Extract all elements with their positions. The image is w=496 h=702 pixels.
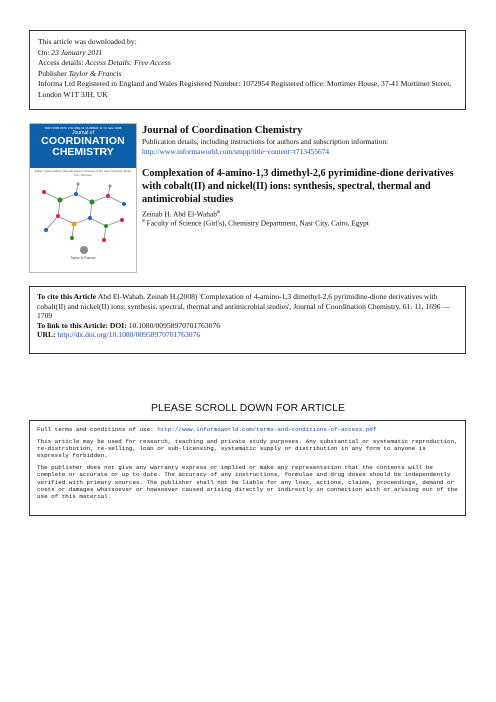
url-line: URL: http://dx.doi.org/10.1080/00958970701763076 xyxy=(37,330,201,340)
download-date-line: On: 23 January 2011 xyxy=(38,47,103,57)
publisher-name: Taylor & Francis xyxy=(68,68,122,78)
cite-article xyxy=(37,292,458,321)
cover-publisher: Taylor & Francis xyxy=(70,256,96,260)
terms-url-link[interactable]: http://www.informaworld.com/terms-and-conditions-of-access.pdf xyxy=(157,426,377,433)
journal-cover-image xyxy=(29,123,137,273)
cover-subtext: Editor: Guest editors Special Issue in Honour of the Late Professor Brian F.G. Johnson xyxy=(34,169,132,177)
doi-url-link[interactable]: http://dx.doi.org/10.1080/00958970701763076 xyxy=(57,330,201,340)
informa-registration: Informa Ltd Registered in England and Wales Registered Number: 1072954 Registered office: Mortimer House, 37-41 Mortimer Street, London W1T 3JH, UK xyxy=(38,79,452,99)
journal-url-link[interactable]: http://www.informaworld.com/smpp/title~content=t713455674 xyxy=(142,146,330,156)
author-affiliation-mark: a xyxy=(216,209,220,215)
download-info-box xyxy=(29,30,466,110)
downloaded-by-line: This article was downloaded by: xyxy=(38,37,137,46)
cover-title-line1: COORDINATION xyxy=(41,135,125,147)
journal-title: Journal of Coordination Chemistry xyxy=(142,125,303,136)
citation-box xyxy=(29,286,466,354)
article-authors: Zeinab H. Abd El-Wahab$^a$ xyxy=(142,209,220,219)
cite-label: To cite this Article xyxy=(37,292,98,301)
publisher-line: Publisher Taylor & Francis xyxy=(38,68,122,78)
cover-journal-of: Journal of xyxy=(72,130,94,136)
cover-title-band xyxy=(30,124,136,168)
download-date: 23 January 2011 xyxy=(51,47,103,57)
link-to-article: To link to this Article: DOI: 10.1080/00958970701763076 xyxy=(37,320,221,330)
scroll-down-notice: PLEASE SCROLL DOWN FOR ARTICLE xyxy=(150,403,346,414)
author-affiliation: $^a$ Faculty of Science (Girl's), Chemistry Department, Nasr City, Cairo, Egypt xyxy=(142,218,369,228)
terms-line: Full terms and conditions of use: http://www.informaworld.com/terms-and-conditions-of-access.pdf xyxy=(37,426,377,433)
doi-value: 10.1080/00958970701763076 xyxy=(128,320,221,330)
publisher-logo-icon xyxy=(80,246,88,254)
terms-disclaimer-paragraph: The publisher does not give any warranty express or implied or make any representation that the contents will be complete or accurate or up to date. The accuracy of any instructions, formulae and drug doses should be independently verified with primary sources. The publisher shall not be liable for any loss, actions, claims, proceedings, demand or costs or damages whatsoever or howsoever caused arising directly or indirectly in connection with or arising out of the use of this material. xyxy=(37,464,458,500)
cite-text: Abd El-Wahab, Zeinab H.(2008) 'Complexation of 4-amino-1,3 dimethyl-2,6 pyrimidine-dione derivatives with cobalt(II) and nickel(II) ions: synthesis, spectral, thermal and antimicrobial studies', Journal of Coordination Chemistry, 61: 11, 1696 — 1709 xyxy=(37,292,451,321)
cover-title-line2: CHEMISTRY xyxy=(52,146,114,158)
terms-usage-paragraph: This article may be used for research, teaching and private study purposes. Any substantial or systematic reproduction, re-distribution, re-selling, loan or sub-licensing, systematic supply or distribution in any form to anyone is expressly forbidden. xyxy=(37,438,458,460)
journal-info xyxy=(142,124,472,156)
access-details-line: Access details: Access Details: Free Access xyxy=(38,58,171,68)
cover-issn: ISSN 0095-8972 VOLUME 61 NUMBER 11 10 June 2008 xyxy=(44,126,122,130)
article-title: Complexation of 4-amino-1,3 dimethyl-2,6 pyrimidine-dione derivatives with cobalt(II) and nickel(II) ions: synthesis, spectral, thermal and antimicrobial studies xyxy=(142,168,454,206)
publication-details: Publication details, including instructions for authors and subscription information: xyxy=(142,137,389,146)
terms-box xyxy=(29,420,466,516)
molecule-structure-icon xyxy=(36,182,132,244)
access-details: Access Details: Free Access xyxy=(85,58,171,68)
